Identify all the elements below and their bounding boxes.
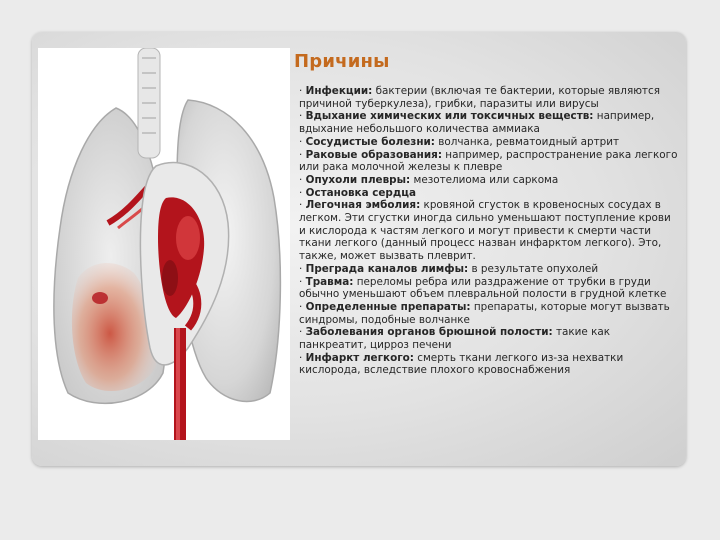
causes-list <box>299 85 679 377</box>
cause-term: Заболевания органов брюшной полости: <box>305 326 553 339</box>
slide-title: Причины <box>294 51 390 72</box>
cause-item <box>299 85 679 110</box>
cause-description: мезотелиома или саркома <box>410 173 559 186</box>
cause-item <box>299 276 679 301</box>
cause-term: Вдыхание химических или токсичных веществ: <box>305 110 594 123</box>
cause-term: Опухоли плевры: <box>305 173 411 186</box>
bullet-marker: · <box>299 110 303 123</box>
bullet-marker: · <box>299 135 303 148</box>
bullet-marker: · <box>299 351 303 364</box>
bullet-marker: · <box>299 326 303 339</box>
bullet-marker: · <box>299 262 303 275</box>
bullet-marker: · <box>299 275 303 288</box>
cause-item <box>299 199 679 263</box>
cause-item <box>299 301 679 326</box>
cause-item <box>299 136 679 149</box>
cause-description: бактерии (включая те бактерии, которые являются причиной туберкулеза), грибки, паразиты или вирусы <box>299 85 660 110</box>
cause-description: переломы ребра или раздражение от трубки в груди обычно уменьшают объем плевральной полости в грудной клетке <box>299 275 667 301</box>
cause-description: смерть ткани легкого из-за нехватки кислорода, вследствие плохого кровоснабжения <box>299 351 624 377</box>
cause-term: Сосудистые болезни: <box>305 135 435 148</box>
cause-description: такие как панкреатит, цирроз печени <box>299 326 611 352</box>
cause-term: Травма: <box>305 275 354 288</box>
bullet-marker: · <box>299 173 303 186</box>
cause-item <box>299 149 679 174</box>
cause-term: Преграда каналов лимфы: <box>305 262 469 275</box>
bullet-marker: · <box>299 199 303 212</box>
cause-description: препараты, которые могут вызвать синдромы, подобные волчанке <box>299 300 670 326</box>
bullet-marker: · <box>299 300 303 313</box>
cause-item <box>299 326 679 351</box>
cause-item <box>299 110 679 135</box>
lungs-heart-image <box>38 48 290 440</box>
cause-description: в результате опухолей <box>468 262 599 275</box>
bullet-marker: · <box>299 186 303 199</box>
cause-description: волчанка, ревматоидный артрит <box>434 135 620 148</box>
cause-description: например, вдыхание небольшого количества аммиака <box>299 110 655 136</box>
cause-term: Раковые образования: <box>305 148 442 161</box>
cause-description: кровяной сгусток в кровеносных сосудах в легком. Эти сгустки иногда сильно уменьшают поступление крови и кислорода к частям легкого и могут привести к смерти части ткани легкого (данный процесс назван инфарктом легкого). Это, также, может вызвать плеврит. <box>299 199 671 263</box>
cause-item <box>299 187 679 200</box>
cause-term: Определенные препараты: <box>305 300 471 313</box>
cause-term: Инфекции: <box>305 85 373 97</box>
bullet-marker: · <box>299 85 303 97</box>
cause-item <box>299 263 679 276</box>
lung-illustration <box>38 48 290 440</box>
cause-item <box>299 352 679 377</box>
cause-description: например, распространение рака легкого или рака молочной железы к плевре <box>299 148 678 174</box>
cause-item <box>299 174 679 187</box>
cause-term: Легочная эмболия: <box>305 199 421 212</box>
bullet-marker: · <box>299 148 303 161</box>
cause-term: Остановка сердца <box>305 186 416 199</box>
cause-term: Инфаркт легкого: <box>305 351 414 364</box>
